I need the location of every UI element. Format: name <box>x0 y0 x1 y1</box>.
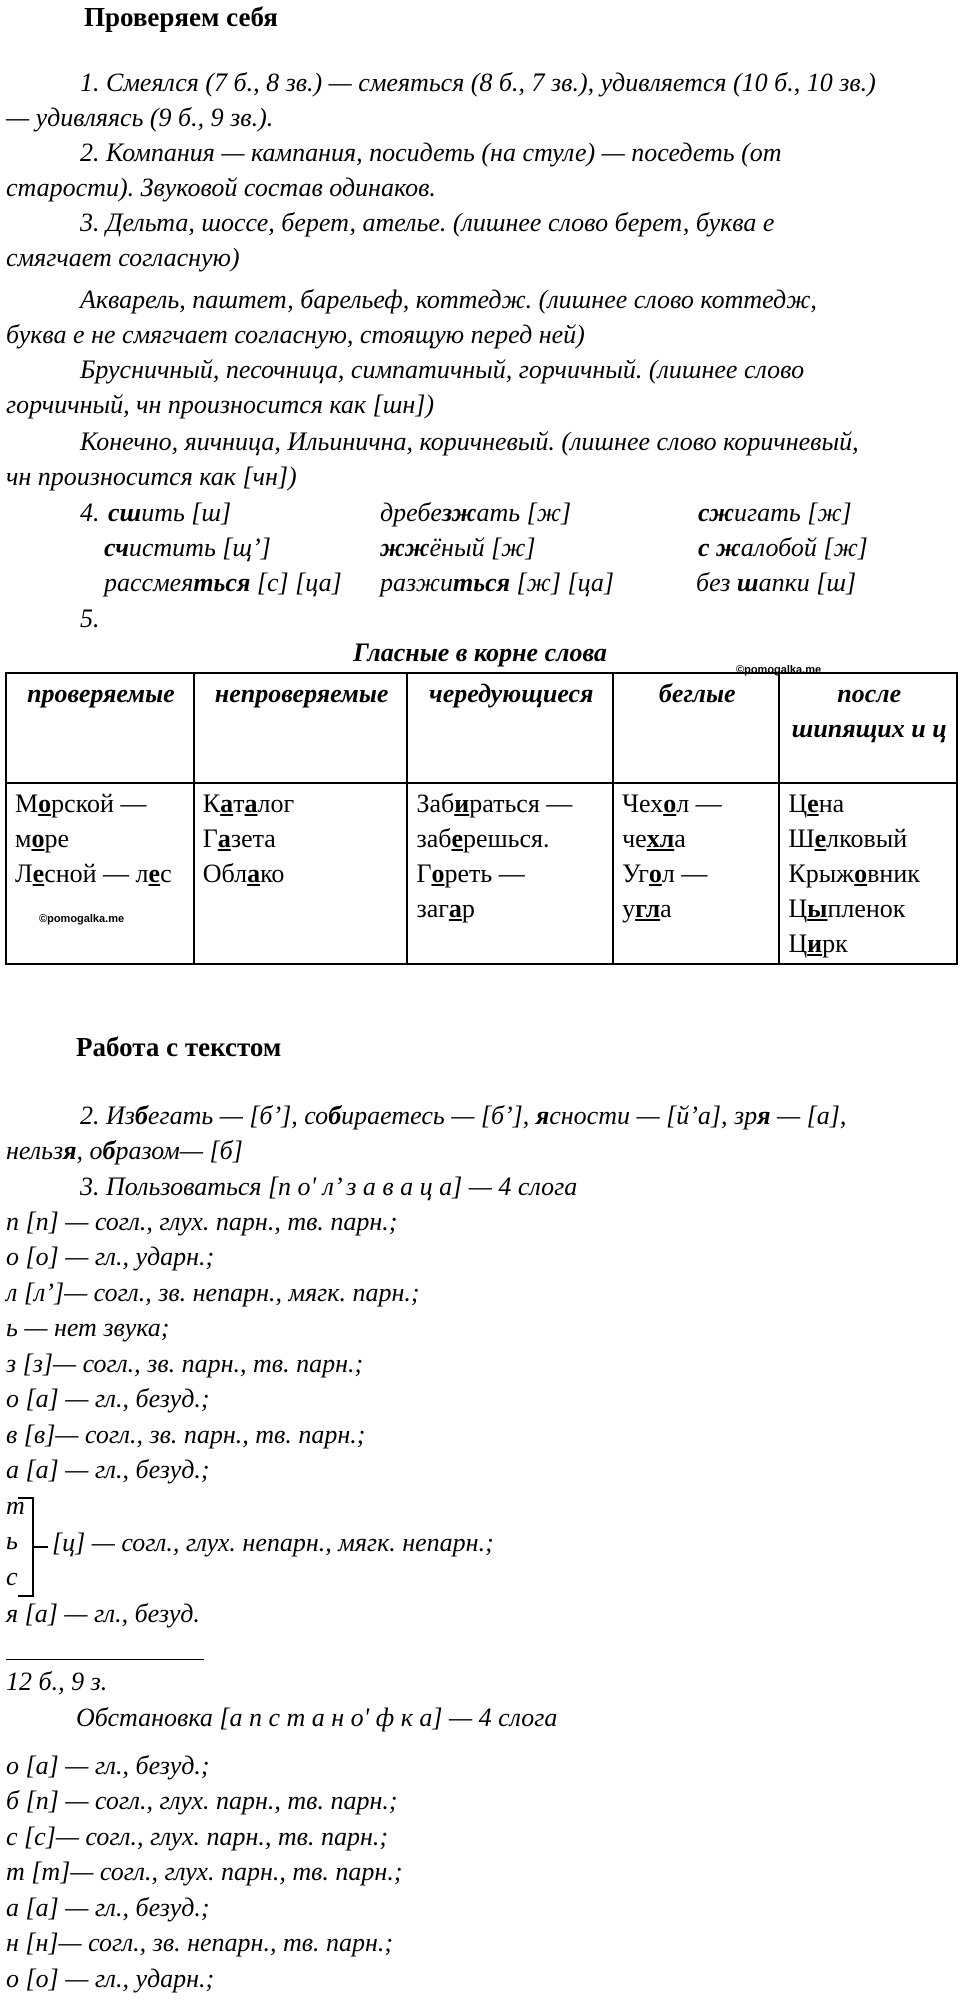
phonetic-line: о [а] — гл., безуд.; <box>6 1751 210 1780</box>
check-line: Брусничный, песочница, симпатичный, горчичный. (лишнее слово <box>80 355 805 384</box>
table-header: проверяемые <box>6 673 194 783</box>
phonetic-line: о [а] — гл., безуд.; <box>6 1384 210 1413</box>
cell-line: Цена <box>788 789 845 818</box>
check-line: Акварель, паштет, барельеф, коттедж. (лишнее слово коттедж, <box>80 285 817 314</box>
task4-word: сшить [ш] <box>108 498 232 527</box>
check-line: смягчает согласную) <box>6 243 240 272</box>
phonetic-line: я [а] — гл., безуд. <box>6 1599 200 1628</box>
table-header-row <box>6 673 957 783</box>
cell-line: Гореть — <box>416 859 525 888</box>
check-line: горчичный, чн произносится как [шн]) <box>6 390 434 419</box>
text-section-title: Работа с текстом <box>76 1032 282 1062</box>
check-line: старости). Звуковой состав одинаков. <box>6 173 436 202</box>
task2-line: нельзя, образом— [б] <box>6 1136 243 1165</box>
word2-heading: Обстановка [а п с т а н о' ф к а] — 4 слога <box>76 1703 558 1732</box>
vowels-table <box>5 672 958 965</box>
group-letter: т <box>6 1491 25 1520</box>
bracket <box>18 1497 34 1597</box>
task4-word: рассмеяться [с] [ца] <box>104 568 342 597</box>
cell-line: Угол — <box>622 859 708 888</box>
phonetic-line: с [с]— согл., глух. парн., тв. парн.; <box>6 1822 389 1851</box>
group-description: [ц] — согл., глух. непарн., мягк. непарн.; <box>52 1528 494 1557</box>
phonetic-line: о [о] — гл., ударн.; <box>6 1242 215 1271</box>
table-header: после шипящих и ц <box>779 673 957 783</box>
watermark: ©pomogalka.me <box>736 664 822 676</box>
table-header: непроверяемые <box>194 673 408 783</box>
task4-word: с жалобой [ж] <box>698 533 868 562</box>
phonetic-line: п [п] — согл., глух. парн., тв. парн.; <box>6 1207 398 1236</box>
letter-sound-count: 12 б., 9 з. <box>6 1667 108 1696</box>
cell-line: Чехол — <box>622 789 722 818</box>
task4-word: без шапки [ш] <box>696 568 857 597</box>
phonetic-line: н [н]— согл., зв. непарн., тв. парн.; <box>6 1928 394 1957</box>
cell-line: чехла <box>622 824 686 853</box>
task3-heading: 3. Пользоваться [п о' л’ з а в а ц а] — 4 слога <box>80 1172 578 1201</box>
cell-line: Забираться — <box>416 789 573 818</box>
table-cell-unchecked <box>194 783 408 964</box>
phonetic-line: а [а] — гл., безуд.; <box>6 1893 210 1922</box>
check-section-title: Проверяем себя <box>84 2 278 32</box>
cell-line: Облако <box>202 859 285 888</box>
watermark: ©pomogalka.me <box>39 913 125 925</box>
table-header: беглые <box>613 673 779 783</box>
phonetic-line: а [а] — гл., безуд.; <box>6 1455 210 1484</box>
task4-word: дребезжать [ж] <box>380 498 572 527</box>
phonetic-line: ь — нет звука; <box>6 1313 170 1342</box>
cell-line: Цирк <box>788 929 848 958</box>
table-cell-alternating <box>407 783 613 964</box>
check-line: буква е не смягчает согласную, стоящую перед ней) <box>6 320 585 349</box>
cell-line: Газета <box>202 824 276 853</box>
task4-number: 4. <box>80 498 100 527</box>
phonetic-line: т [т]— согл., глух. парн., тв. парн.; <box>6 1857 403 1886</box>
cell-line: Каталог <box>202 789 295 818</box>
table-header: чередующиеся <box>407 673 613 783</box>
task4-word: жжёный [ж] <box>380 533 536 562</box>
task4-word: счистить [щ’] <box>104 533 271 562</box>
divider <box>6 1659 204 1660</box>
table-caption: Гласные в корне слова <box>353 638 607 667</box>
task4-word: разжиться [ж] [ца] <box>380 568 615 597</box>
check-line: — удивляясь (9 б., 9 зв.). <box>6 103 274 132</box>
phonetic-line: в [в]— согл., зв. парн., тв. парн.; <box>6 1420 366 1449</box>
check-line: Конечно, яичница, Ильинична, коричневый. (лишнее слово коричневый, <box>80 427 859 456</box>
task5-number: 5. <box>80 604 100 633</box>
phonetic-line: б [п] — согл., глух. парн., тв. парн.; <box>6 1786 398 1815</box>
cell-line: Морской — <box>15 789 147 818</box>
group-letter: с <box>6 1562 18 1591</box>
check-line: 3. Дельта, шоссе, берет, ателье. (лишнее слово берет, буква е <box>80 208 775 237</box>
task2-line: 2. Избегать — [б’], собираетесь — [б’], ясности — [й’а], зря — [а], <box>80 1101 847 1130</box>
cell-line: Цыпленок <box>788 894 906 923</box>
check-line: 2. Компания — кампания, посидеть (на стуле) — поседеть (от <box>80 138 782 167</box>
check-line: чн произносится как [чн]) <box>6 462 297 491</box>
table-row <box>6 783 957 964</box>
cell-line: загар <box>416 894 475 923</box>
table-cell-after-sibilants <box>779 783 957 964</box>
table-cell-checked <box>6 783 194 964</box>
cell-line: угла <box>622 894 672 923</box>
cell-line: море <box>15 824 69 853</box>
bracket-tick <box>34 1546 48 1548</box>
group-letter: ь <box>6 1526 18 1555</box>
task4-word: сжигать [ж] <box>698 498 852 527</box>
table-cell-fleeting <box>613 783 779 964</box>
cell-line: заберешься. <box>416 824 550 853</box>
cell-line: Лесной — лес <box>15 859 172 888</box>
cell-line: Шелковый <box>788 824 908 853</box>
check-line: 1. Смеялся (7 б., 8 зв.) — смеяться (8 б., 7 зв.), удивляется (10 б., 10 зв.) <box>80 68 876 97</box>
phonetic-line: л [л’]— согл., зв. непарн., мягк. парн.; <box>6 1278 420 1307</box>
cell-line: Крыжовник <box>788 859 920 888</box>
phonetic-line: о [о] — гл., ударн.; <box>6 1964 215 1993</box>
phonetic-line: з [з]— согл., зв. парн., тв. парн.; <box>6 1349 364 1378</box>
